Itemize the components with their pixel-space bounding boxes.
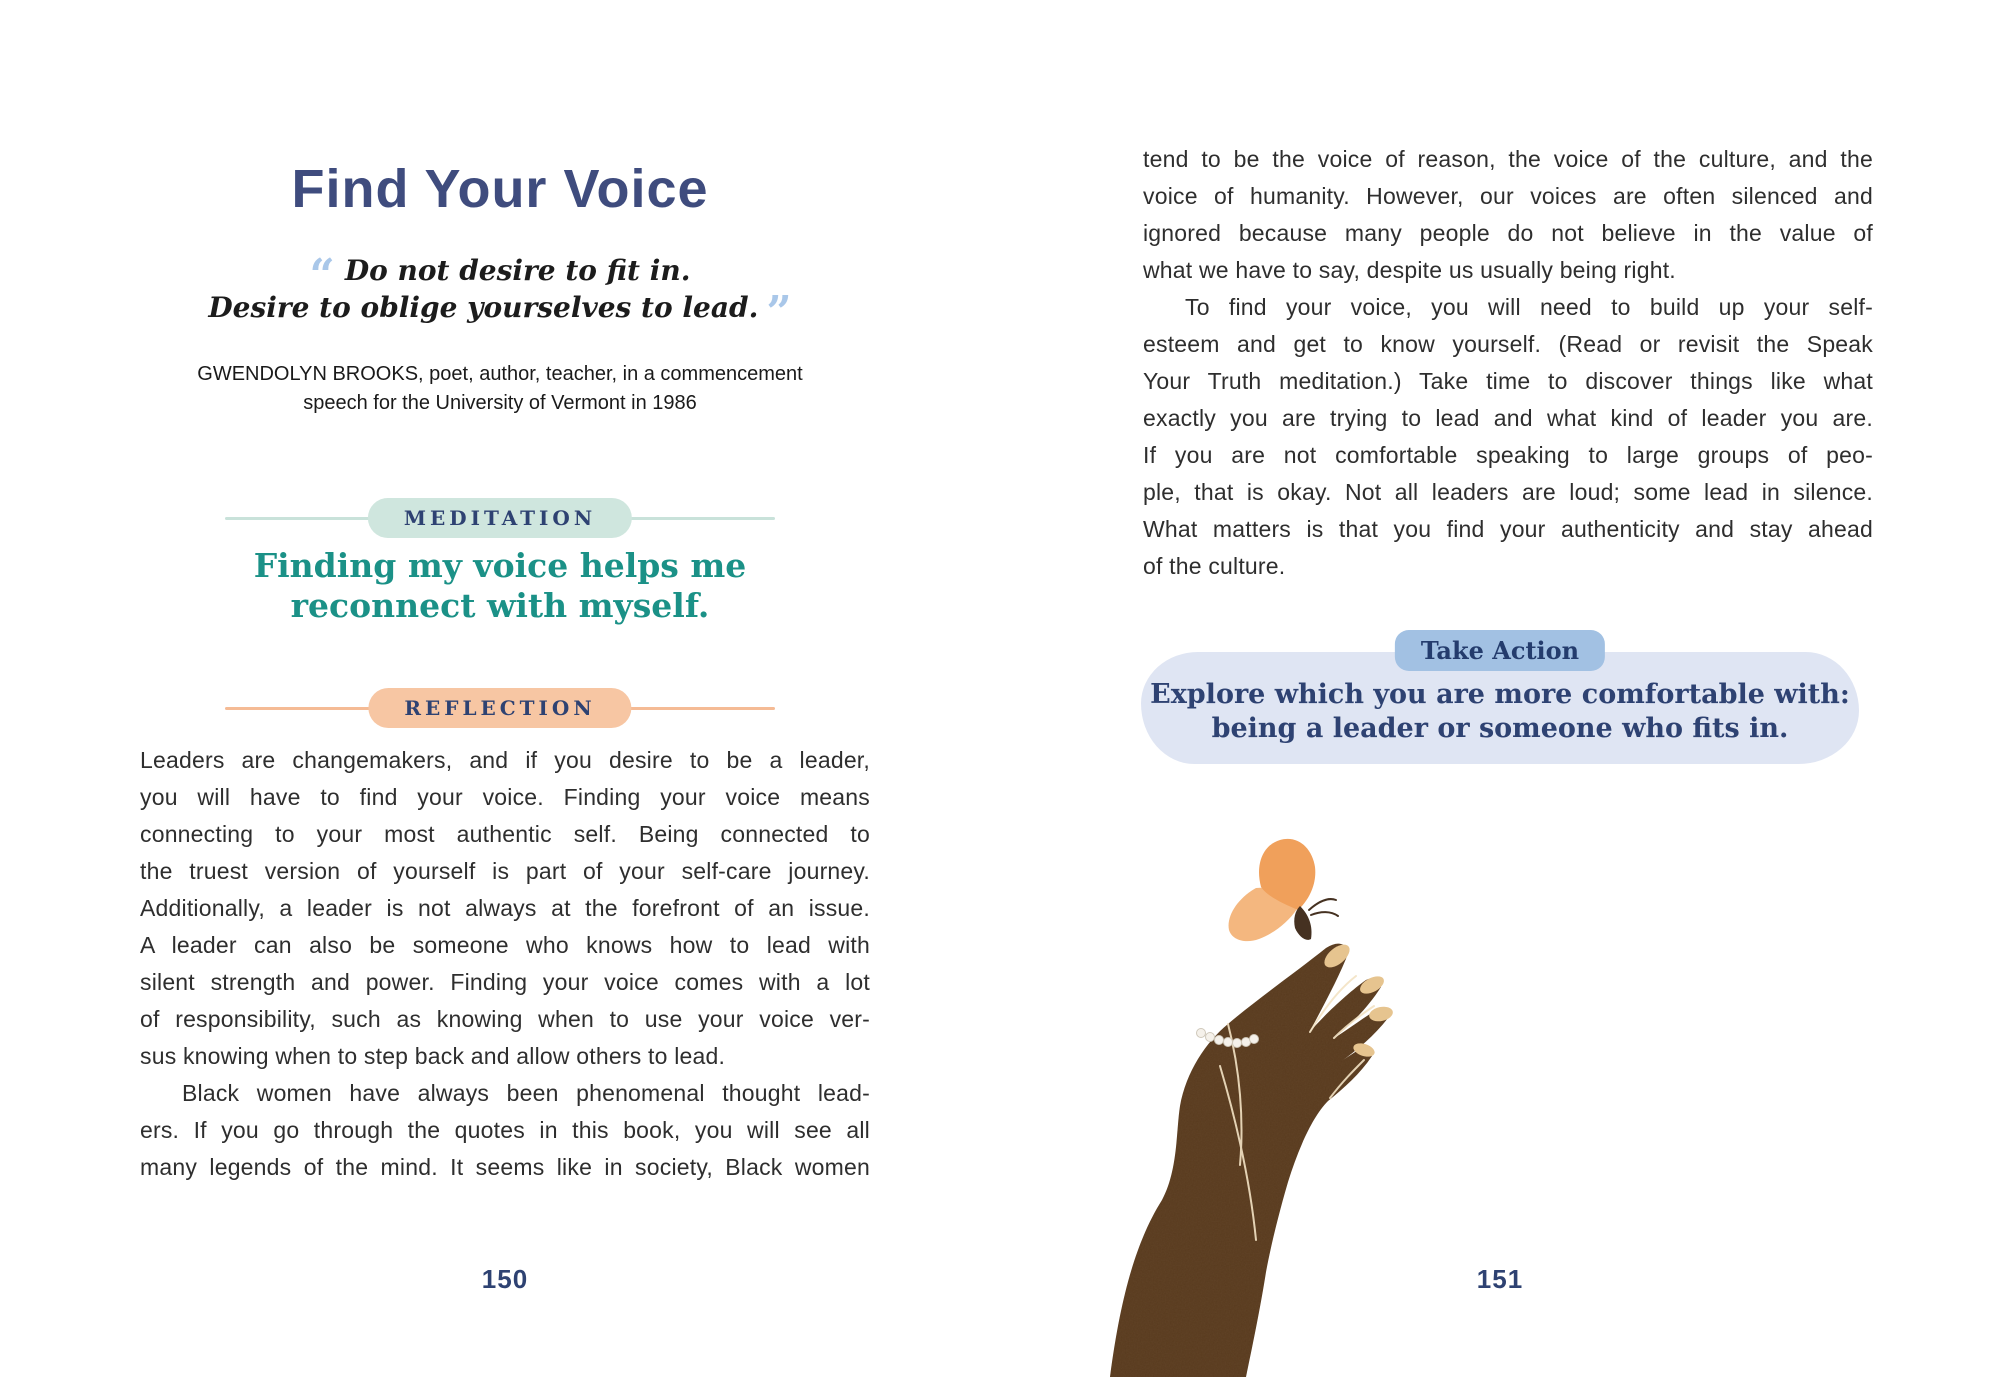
left-page-number: 150 <box>481 1264 529 1294</box>
body-line: esteem and get to know yourself. (Read or revisit the Speak <box>1143 331 1873 357</box>
affirmation-line-2: reconnect with myself. <box>290 586 710 625</box>
open-quote-icon: “ <box>309 250 335 301</box>
body-line: Leaders are changemakers, and if you desire to be a leader, <box>140 747 870 773</box>
body-line: silent strength and power. Finding your voice comes with a lot <box>140 969 870 995</box>
body-line: connecting to your most authentic self. Being connected to <box>140 821 870 847</box>
body-line: If you are not comfortable speaking to large groups of peo- <box>1143 442 1873 468</box>
meditation-badge: MEDITATION <box>368 498 632 538</box>
right-page-number: 151 <box>1476 1264 1524 1294</box>
take-action-text <box>1141 678 1859 746</box>
body-line: Additionally, a leader is not always at the forefront of an issue. <box>140 895 870 921</box>
body-line: sus knowing when to step back and allow others to lead. <box>140 1043 726 1069</box>
body-line: you will have to find your voice. Finding your voice means <box>140 784 870 810</box>
body-line: of the culture. <box>1143 553 1286 579</box>
body-line: Black women have always been phenomenal thought lead- <box>182 1080 870 1106</box>
affirmation-line-1: Finding my voice helps me <box>253 546 747 585</box>
reflection-section-header <box>225 688 775 732</box>
epigraph-quote <box>60 250 940 338</box>
body-line: ers. If you go through the quotes in this book, you will see all <box>140 1117 870 1143</box>
meditation-section-header <box>225 498 775 542</box>
paragraph <box>140 742 870 1075</box>
take-action-badge: Take Action <box>1395 630 1605 671</box>
meditation-affirmation <box>0 546 1000 626</box>
paragraph <box>1143 141 1873 289</box>
right-page-body-text <box>1143 141 1873 585</box>
body-line: A leader can also be someone who knows how to lead with <box>140 932 870 958</box>
body-line: tend to be the voice of reason, the voice of the culture, and the <box>1143 146 1873 172</box>
reflection-badge: REFLECTION <box>368 688 631 728</box>
close-quote-icon: ” <box>766 287 792 338</box>
page-title: Find Your Voice <box>291 159 709 219</box>
attribution-line-2: speech for the University of Vermont in 1986 <box>303 392 697 414</box>
take-action-line-2: being a leader or someone who fits in. <box>1211 713 1789 744</box>
body-line: exactly you are trying to lead and what kind of leader you are. <box>1143 405 1873 431</box>
body-line: of responsibility, such as knowing when to use your voice ver- <box>140 1006 870 1032</box>
body-line: many legends of the mind. It seems like in society, Black women <box>140 1154 870 1180</box>
body-line: the truest version of yourself is part of your self-care journey. <box>140 858 870 884</box>
attribution-line-1: GWENDOLYN BROOKS, poet, author, teacher, in a commencement <box>197 363 803 385</box>
hand-illustration <box>1110 940 1394 1377</box>
take-action-line-1: Explore which you are more comfortable with: <box>1150 679 1850 710</box>
quote-line-1: Do not desire to fit in. <box>344 254 691 287</box>
body-line: Your Truth meditation.) Take time to discover things like what <box>1143 368 1873 394</box>
quote-attribution <box>160 360 840 418</box>
body-line: What matters is that you find your authenticity and stay ahead <box>1143 516 1873 542</box>
quote-line-2: Desire to oblige yourselves to lead. <box>208 291 759 324</box>
butterfly-icon <box>1229 839 1338 941</box>
body-line: voice of humanity. However, our voices are often silenced and <box>1143 183 1873 209</box>
paragraph <box>1143 289 1873 585</box>
body-line: what we have to say, despite us usually being right. <box>1143 257 1676 283</box>
left-page-body-text <box>140 742 870 1186</box>
body-line: To find your voice, you will need to build up your self- <box>1185 294 1873 320</box>
body-line: ple, that is okay. Not all leaders are loud; some lead in silence. <box>1143 479 1873 505</box>
body-line: ignored because many people do not believe in the value of <box>1143 220 1873 246</box>
paragraph <box>140 1075 870 1186</box>
